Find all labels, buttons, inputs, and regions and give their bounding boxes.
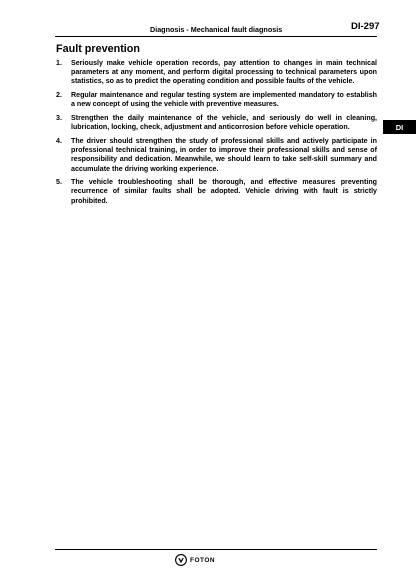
header-divider (55, 36, 377, 37)
page-number: DI-297 (351, 21, 380, 32)
chapter-tab: DI (383, 120, 416, 134)
list-item-number: 3. (56, 114, 62, 123)
brand-name: FOTON (190, 556, 216, 564)
list-item-text: Strengthen the daily maintenance of the vehicle, and seriously do well in cleaning, lubrication, locking, check, adjustment and anticorrosion before vehicle operation. (71, 114, 377, 132)
list-item-number: 1. (56, 59, 62, 67)
list-item (56, 59, 377, 87)
foton-logo-icon (175, 554, 187, 566)
footer-divider (55, 549, 377, 550)
footer-logo (175, 554, 215, 566)
list-item-number: 4. (56, 136, 62, 145)
running-header-title: Diagnosis - Mechanical fault diagnosis (150, 25, 283, 34)
list-item (56, 178, 377, 206)
list-item-number: 2. (56, 91, 62, 100)
list-item-text: The vehicle troubleshooting shall be thorough, and effective measures preventing recurrence of similar faults shall be adopted. Vehicle driving with fault is strictly prohibited. (71, 178, 377, 205)
section-heading: Fault prevention (56, 43, 140, 55)
list-item-text: Regular maintenance and regular testing system are implemented mandatory to establish a new concept of using the vehicle with preventive measures. (71, 91, 377, 109)
list-item-text: Seriously make vehicle operation records, pay attention to changes in main technical parameters at any moment, and perform digital processing to technical parameters upon statistics, so as to predict the operating condition and possible faults of the vehicle. (71, 59, 377, 86)
list-item (56, 114, 377, 132)
list-item (56, 91, 377, 109)
list-item-text: The driver should strengthen the study of professional skills and actively participate in professional technical training, in order to improve their professional skills and sense of responsibility and dedication. Meanwhile, we should learn to take self-skill summary and accumulate the driving working experience. (71, 136, 377, 173)
list-item (56, 137, 377, 174)
fault-prevention-list (56, 59, 377, 210)
list-item-number: 5. (56, 178, 62, 187)
